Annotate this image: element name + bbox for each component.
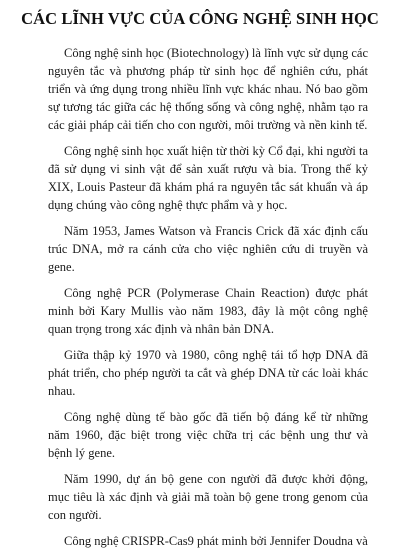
paragraph-stem-cells: Công nghệ dùng tế bào gốc đã tiến bộ đáng kể từ những năm 1960, đặc biệt trong việc chữa trị các bệnh ung thư và bệnh lý gene. <box>48 410 368 460</box>
paragraph-dna-structure: Năm 1953, James Watson và Francis Crick đã xác định cấu trúc DNA, mở ra cánh cửa cho việc nghiên cứu di truyền và gene. <box>48 224 368 274</box>
paragraph-intro: Công nghệ sinh học (Biotechnology) là lĩnh vực sử dụng các nguyên tắc và phương pháp từ sinh học để nghiên cứu, phát triển và ứng dụng trong nhiều lĩnh vực khác nhau. Nó bao gồm sự tương tác giữa các hệ thống sống và công nghệ, nhằm tạo ra các giải pháp cải tiến cho con người, môi trường và nền kinh tế. <box>48 46 368 132</box>
paragraph-crispr: Công nghệ CRISPR-Cas9 phát minh bởi Jennifer Doudna và <box>64 534 368 548</box>
paragraph-human-genome: Năm 1990, dự án bộ gene con người đã được khởi động, mục tiêu là xác định và giải mã toàn bộ gene trong genom của con người. <box>48 472 368 522</box>
paragraph-pcr: Công nghệ PCR (Polymerase Chain Reaction) được phát minh bởi Kary Mullis vào năm 1983, đây là một công nghệ quan trọng trong xác định và nhân bản DNA. <box>48 286 368 336</box>
paragraph-recombinant-dna: Giữa thập kỷ 1970 và 1980, công nghệ tái tổ hợp DNA đã phát triển, cho phép người ta cắt và ghép DNA từ các loài khác nhau. <box>48 348 368 398</box>
document-body <box>48 44 368 558</box>
page-title: CÁC LĨNH VỰC CỦA CÔNG NGHỆ SINH HỌC <box>21 9 379 28</box>
paragraph-history: Công nghệ sinh học xuất hiện từ thời kỳ Cổ đại, khi người ta đã sử dụng vi sinh vật để sản xuất rượu và bia. Trong thế kỷ XIX, Louis Pasteur đã khám phá ra nguyên tắc sát khuẩn và áp dụng chúng vào công nghệ thực phẩm và y học. <box>48 144 368 212</box>
